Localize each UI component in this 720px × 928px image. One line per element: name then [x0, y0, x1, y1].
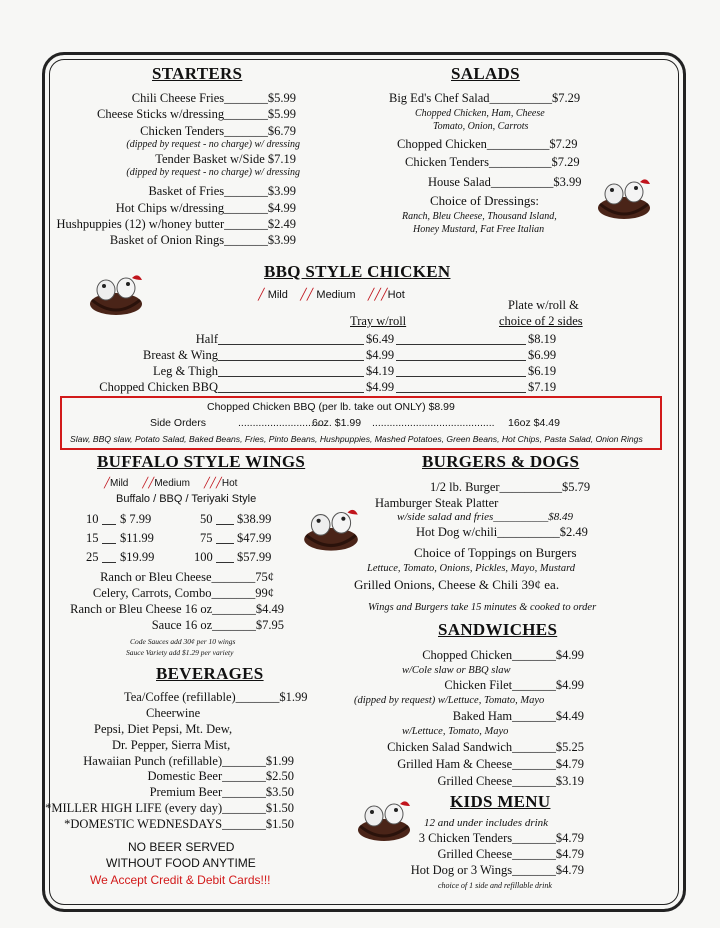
burgers-title: BURGERS & DOGS	[422, 452, 580, 471]
bbq-row-name: Leg & Thigh	[152, 364, 218, 378]
starter-item: Tender Basket w/Side $7.19	[155, 152, 296, 166]
bbq-row-tray: $4.99	[366, 380, 395, 394]
bbq-row-plate: $6.19	[528, 364, 557, 378]
pepper-icon: ╱╱╱	[367, 289, 388, 301]
pepper-icon: ╱	[258, 289, 265, 301]
side-orders-dots: ..............................	[238, 417, 326, 429]
starter-note: (dipped by request - no charge) w/ dressing	[126, 139, 300, 150]
sandwich-item: Grilled Ham & Cheese_______$4.79	[397, 757, 584, 771]
salad-chef-desc: Tomato, Onion, Carrots	[433, 121, 529, 132]
no-beer-notice: WITHOUT FOOD ANYTIME	[106, 856, 256, 870]
bbq-row-plate: $6.99	[528, 348, 557, 362]
bbq-row-plate: $7.19	[528, 380, 557, 394]
heat-medium: Medium	[316, 289, 356, 301]
wing-extra: Celery, Carrots, Combo_______99¢	[92, 586, 274, 600]
wings-heat-legend	[104, 476, 237, 491]
wing-price: $11.99	[120, 531, 154, 545]
heat-legend	[258, 288, 405, 303]
dressings-list: Honey Mustard, Fat Free Italian	[413, 224, 545, 235]
side-orders-label: Side Orders	[150, 417, 207, 429]
heat-hot: Hot	[221, 478, 238, 489]
heat-hot: Hot	[387, 289, 405, 301]
kids-item: 3 Chicken Tenders_______$4.79	[418, 831, 584, 845]
wing-extra: Ranch or Bleu Cheese 16 oz_______$4.49	[70, 602, 284, 616]
bbq-row-tray: $6.49	[366, 332, 395, 346]
heat-mild: Mild	[110, 478, 129, 489]
heat-mild: Mild	[267, 289, 288, 301]
burger-hotdog: Hot Dog w/chili__________$2.49	[416, 525, 588, 539]
side-orders-large: 16oz $4.49	[508, 417, 560, 429]
sandwich-item: Chicken Filet_______$4.99	[444, 678, 584, 692]
pepper-icon: ╱╱	[142, 478, 155, 489]
sandwich-item: Grilled Cheese_______$3.19	[437, 774, 584, 788]
starter-item: Basket of Fries_______$3.99	[148, 184, 296, 198]
takeout-line: Chopped Chicken BBQ (per lb. take out ONLY) $8.99	[207, 401, 455, 413]
wing-price: $19.99	[120, 550, 155, 564]
starter-item: Chicken Tenders_______$6.79	[140, 124, 296, 138]
pepper-icon: ╱╱╱	[203, 478, 222, 489]
cards-notice: We Accept Credit & Debit Cards!!!	[90, 873, 271, 887]
beverage-line: *MILLER HIGH LIFE (every day)_______$1.50	[45, 801, 294, 815]
wing-price: $57.99	[237, 550, 272, 564]
starter-item: Hot Chips w/dressing_______$4.99	[115, 201, 296, 215]
starter-item: Chili Cheese Fries_______$5.99	[131, 91, 296, 105]
kids-title: KIDS MENU	[450, 792, 551, 811]
beverage-line: Premium Beer_______$3.50	[149, 785, 294, 799]
bbq-col-tray: Tray w/roll	[350, 314, 407, 328]
kids-item: Grilled Cheese_______$4.79	[437, 847, 584, 861]
beverage-line: Dr. Pepper, Sierra Mist,	[112, 738, 231, 752]
starter-note: (dipped by request - no charge) w/ dressing	[126, 167, 300, 178]
bbq-row-plate: $8.19	[528, 332, 557, 346]
sandwich-desc: w/Cole slaw or BBQ slaw	[402, 665, 511, 676]
wing-note: Sauce Variety add $1.29 per variety	[126, 648, 234, 657]
burger-steak-side: w/side salad and fries__________$8.49	[397, 511, 574, 523]
chicken-basket-icon	[84, 270, 148, 318]
salad-tenders: Chicken Tenders__________$7.29	[405, 155, 580, 169]
beverage-line: Cheerwine	[146, 706, 201, 720]
bbq-row-name: Chopped Chicken BBQ	[99, 380, 218, 394]
side-orders-small: 6oz. $1.99	[312, 417, 362, 429]
wing-extra: Ranch or Bleu Cheese_______75¢	[100, 570, 274, 584]
bbq-row-tray: $4.19	[366, 364, 395, 378]
sandwich-item: Baked Ham_______$4.49	[452, 709, 584, 723]
kids-note: choice of 1 side and refillable drink	[438, 881, 552, 890]
kids-item: Hot Dog or 3 Wings_______$4.79	[410, 863, 584, 877]
wing-count: 100	[194, 550, 213, 564]
bbq-col-plate: Plate w/roll &	[508, 298, 579, 312]
salad-house: House Salad__________$3.99	[428, 175, 582, 189]
toppings-list: Lettuce, Tomato, Onions, Pickles, Mayo, Mustard	[367, 563, 576, 574]
kids-sub: 12 and under includes drink	[424, 817, 549, 829]
wing-styles: Buffalo / BBQ / Teriyaki Style	[116, 493, 257, 505]
sandwiches-title: SANDWICHES	[438, 620, 558, 639]
bbq-row-name: Half	[195, 332, 218, 346]
burger-half: 1/2 lb. Burger__________$5.79	[430, 480, 591, 494]
chicken-basket-icon	[592, 174, 656, 222]
wing-price: $ 7.99	[120, 512, 152, 526]
sandwich-desc: (dipped by request) w/Lettuce, Tomato, Mayo	[354, 695, 545, 706]
beverages-title: BEVERAGES	[156, 664, 264, 683]
beverage-line: Tea/Coffee (refillable)_______$1.99	[124, 690, 308, 704]
salad-chef-desc: Chopped Chicken, Ham, Cheese	[415, 108, 545, 119]
pepper-icon: ╱	[104, 478, 111, 489]
side-orders-dots: ..........................................	[372, 417, 495, 429]
wing-price: $38.99	[237, 512, 272, 526]
no-beer-notice: NO BEER SERVED	[128, 840, 235, 854]
bbq-title: BBQ STYLE CHICKEN	[264, 262, 451, 281]
wing-count: 50	[200, 512, 213, 526]
salad-chopped: Chopped Chicken__________$7.29	[397, 137, 578, 151]
starters-title: STARTERS	[152, 64, 243, 83]
burger-grilled: Grilled Onions, Cheese & Chili 39¢ ea.	[354, 577, 560, 592]
wing-note: Code Sauces add 30¢ per 10 wings	[130, 637, 236, 646]
beverage-line: Pepsi, Diet Pepsi, Mt. Dew,	[94, 722, 233, 736]
salad-chef: Big Ed's Chef Salad__________$7.29	[389, 91, 581, 105]
bbq-col-plate: choice of 2 sides	[499, 314, 583, 328]
wing-count: 25	[86, 550, 99, 564]
wings-title: BUFFALO STYLE WINGS	[97, 452, 306, 471]
burger-steak: Hamburger Steak Platter	[375, 496, 499, 510]
heat-medium: Medium	[154, 478, 190, 489]
beverage-line: Hawaiian Punch (refillable)_______$1.99	[83, 754, 294, 768]
pepper-icon: ╱╱	[300, 289, 314, 301]
sandwich-item: Chopped Chicken_______$4.99	[422, 648, 584, 662]
bbq-row-tray: $4.99	[366, 348, 395, 362]
sides-list: Slaw, BBQ slaw, Potato Salad, Baked Beans, Fries, Pinto Beans, Hushpuppies, Mashed Potatoes, Green Beans, Hot Chips, Pasta Salad, Onion Rings	[70, 434, 643, 444]
wing-count: 15	[86, 531, 99, 545]
salads-title: SALADS	[451, 64, 520, 83]
toppings-title: Choice of Toppings on Burgers	[414, 545, 577, 560]
starter-item: Basket of Onion Rings_______$3.99	[109, 233, 296, 247]
dressings-title: Choice of Dressings:	[430, 193, 540, 208]
wing-count: 75	[200, 531, 213, 545]
wing-extra: Sauce 16 oz_______$7.95	[151, 618, 284, 632]
bbq-row-name: Breast & Wing	[143, 348, 218, 362]
sandwich-desc: w/Lettuce, Tomato, Mayo	[402, 726, 509, 737]
chicken-basket-icon	[298, 504, 364, 554]
wing-count: 10	[86, 512, 99, 526]
sandwich-item: Chicken Salad Sandwich_______$5.25	[387, 740, 584, 754]
starter-item: Cheese Sticks w/dressing_______$5.99	[97, 107, 296, 121]
dressings-list: Ranch, Bleu Cheese, Thousand Island,	[402, 211, 557, 222]
beverage-line: *DOMESTIC WEDNESDAYS_______$1.50	[64, 817, 294, 831]
starter-item: Hushpuppies (12) w/honey butter_______$2.49	[56, 217, 296, 231]
chicken-basket-icon	[352, 796, 416, 844]
beverage-line: Domestic Beer_______$2.50	[147, 769, 294, 783]
wing-price: $47.99	[237, 531, 272, 545]
burger-wait: Wings and Burgers take 15 minutes & cooked to order	[368, 602, 597, 613]
